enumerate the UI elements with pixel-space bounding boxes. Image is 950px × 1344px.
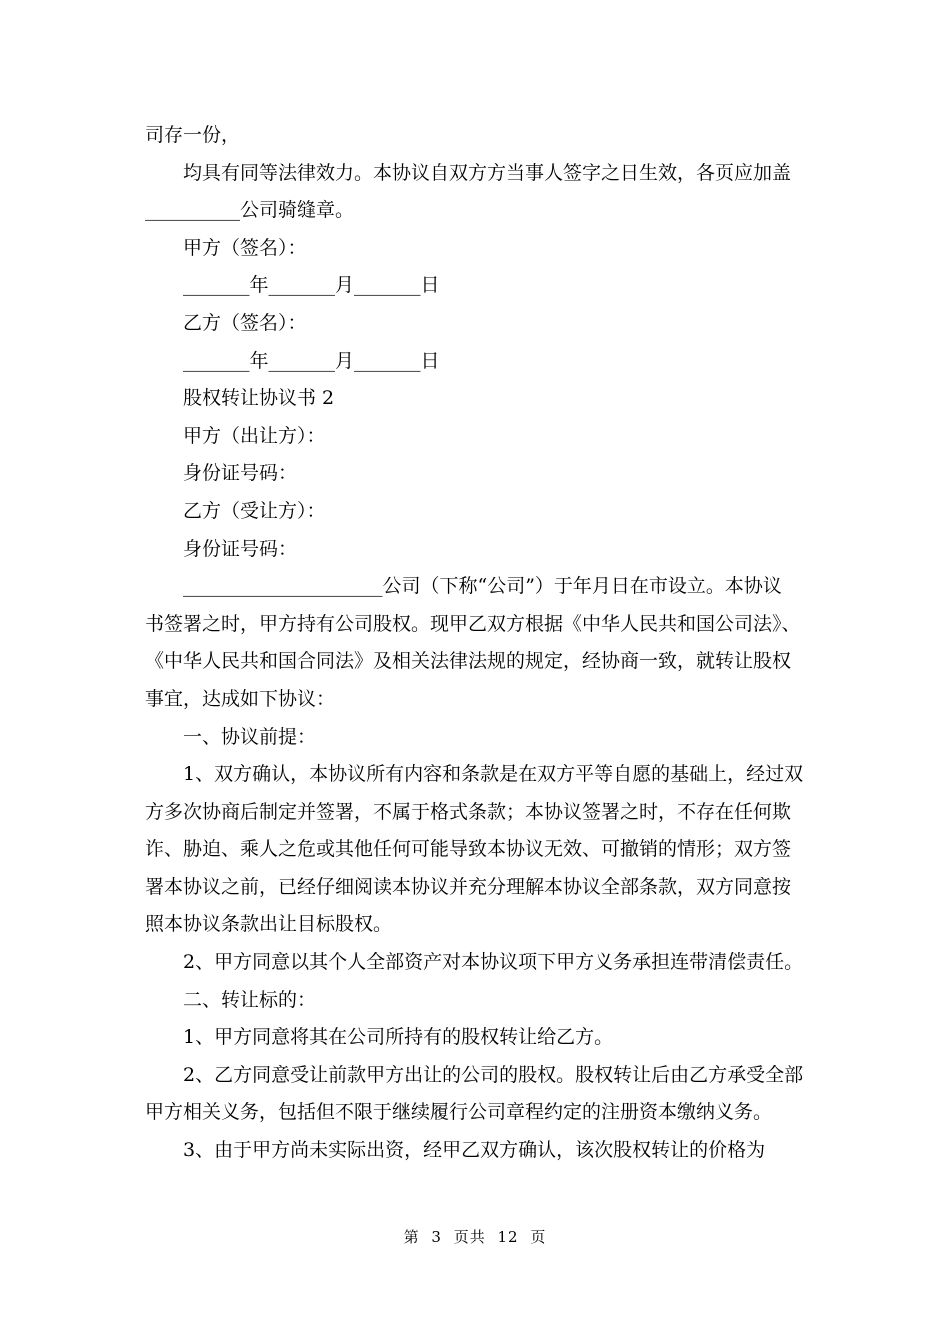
text-line: 2、甲方同意以其个人全部资产对本协议项下甲方义务承担连带清偿责任。	[183, 951, 804, 974]
text-line: _______年_______月_______日	[183, 349, 440, 372]
text-line: 方多次协商后制定并签署，不属于格式条款；本协议签署之时，不存在任何欺	[145, 800, 792, 823]
text-line: 甲方相关义务，包括但不限于继续履行公司章程约定的注册资本缴纳义务。	[145, 1101, 773, 1124]
text-line: 司存一份，	[145, 124, 241, 146]
text-line: 2、乙方同意受让前款甲方出让的公司的股权。股权转让后由乙方承受全部	[183, 1063, 804, 1086]
text-line: 均具有同等法律效力。本协议自双方方当事人签字之日生效，各页应加盖	[183, 161, 792, 184]
text-line: 1、甲方同意将其在公司所持有的股权转让给乙方。	[183, 1026, 614, 1049]
document-body	[145, 117, 810, 1170]
text-line: 1、双方确认，本协议所有内容和条款是在双方平等自愿的基础上，经过双	[183, 763, 804, 786]
text-line: 诈、胁迫、乘人之危或其他任何可能导致本协议无效、可撤销的情形；双方签	[145, 838, 792, 861]
text-line: 事宜，达成如下协议：	[145, 687, 336, 710]
text-line: 二、转让标的：	[183, 988, 317, 1011]
text-line: 股权转让协议书 2	[183, 387, 335, 410]
text-line: _______年_______月_______日	[183, 274, 440, 297]
text-line: 《中华人民共和国合同法》及相关法律法规的规定，经协商一致，就转让股权	[145, 650, 792, 673]
text-line: _____________________公司（下称“公司”）于年月日在市设立。本协议	[183, 575, 782, 598]
text-line: 身份证号码：	[183, 537, 298, 560]
text-line: 一、协议前提：	[183, 725, 317, 748]
text-line: 署本协议之前，已经仔细阅读本协议并充分理解本协议全部条款，双方同意按	[145, 875, 792, 898]
text-line: 乙方（受让方）：	[183, 499, 326, 522]
text-line: 身份证号码：	[183, 462, 298, 485]
text-line: 甲方（签名）：	[183, 236, 307, 259]
text-line: 甲方（出让方）：	[183, 424, 326, 447]
text-line: 3、由于甲方尚未实际出资，经甲乙双方确认，该次股权转让的价格为	[183, 1139, 766, 1162]
text-line: 书签署之时，甲方持有公司股权。现甲乙双方根据《中华人民共和国公司法》、	[145, 612, 801, 635]
text-line: 乙方（签名）：	[183, 311, 307, 334]
page-footer: 第 3 页共 12 页	[403, 1228, 547, 1246]
text-line: 照本协议条款出让目标股权。	[145, 913, 393, 936]
text-line: __________公司骑缝章。	[145, 199, 355, 222]
